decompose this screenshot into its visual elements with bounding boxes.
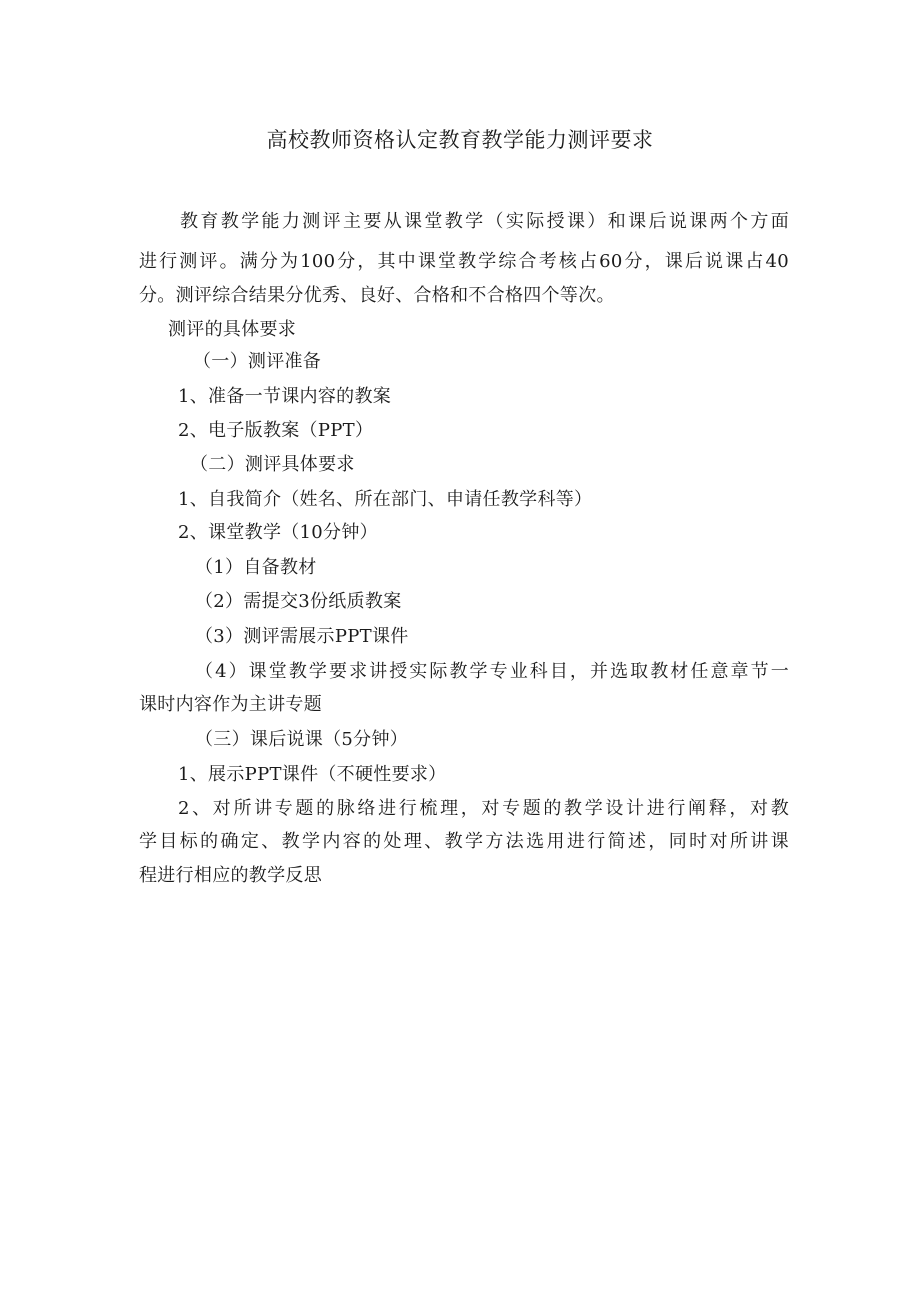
section-2-item-1: 1、自我简介（姓名、所在部门、申请任教学科等） [178,489,593,510]
section-3-title: （三）课后说课（5分钟） [195,729,409,750]
section-3-item-2-line-3: 程进行相应的教学反思 [139,865,322,886]
intro-line-1: 教育教学能力测评主要从课堂教学（实际授课）和课后说课两个方面 [180,211,789,232]
intro-line-3: 分。测评综合结果分优秀、良好、合格和不合格四个等次。 [139,285,615,306]
intro-line-2: 进行测评。满分为100分，其中课堂教学综合考核占60分，课后说课占40 [139,251,789,272]
section-2-sub-1: （1）自备教材 [195,557,317,578]
section-2-sub-3: （3）测评需展示PPT课件 [195,626,409,647]
section-3-item-1: 1、展示PPT课件（不硬性要求） [178,764,447,785]
section-heading: 测评的具体要求 [168,319,297,340]
section-2-sub-2: （2）需提交3份纸质教案 [195,591,402,612]
section-2-sub-4-line-2: 课时内容作为主讲专题 [139,694,322,715]
section-1-item-1: 1、准备一节课内容的教案 [178,386,392,407]
section-2-sub-4-line-1: （4）课堂教学要求讲授实际教学专业科目，并选取教材任意章节一 [195,661,789,682]
document-title: 高校教师资格认定教育教学能力测评要求 [266,128,654,152]
section-1-item-2: 2、电子版教案（PPT） [178,420,374,441]
section-2-item-2: 2、课堂教学（10分钟） [178,522,378,543]
section-3-item-2-line-2: 学目标的确定、教学内容的处理、教学方法选用进行简述，同时对所讲课 [139,831,789,852]
section-1-title: （一）测评准备 [193,351,322,372]
section-2-title: （二）测评具体要求 [190,454,355,475]
section-3-item-2-line-1: 2、对所讲专题的脉络进行梳理，对专题的教学设计进行阐释，对教 [178,798,789,819]
